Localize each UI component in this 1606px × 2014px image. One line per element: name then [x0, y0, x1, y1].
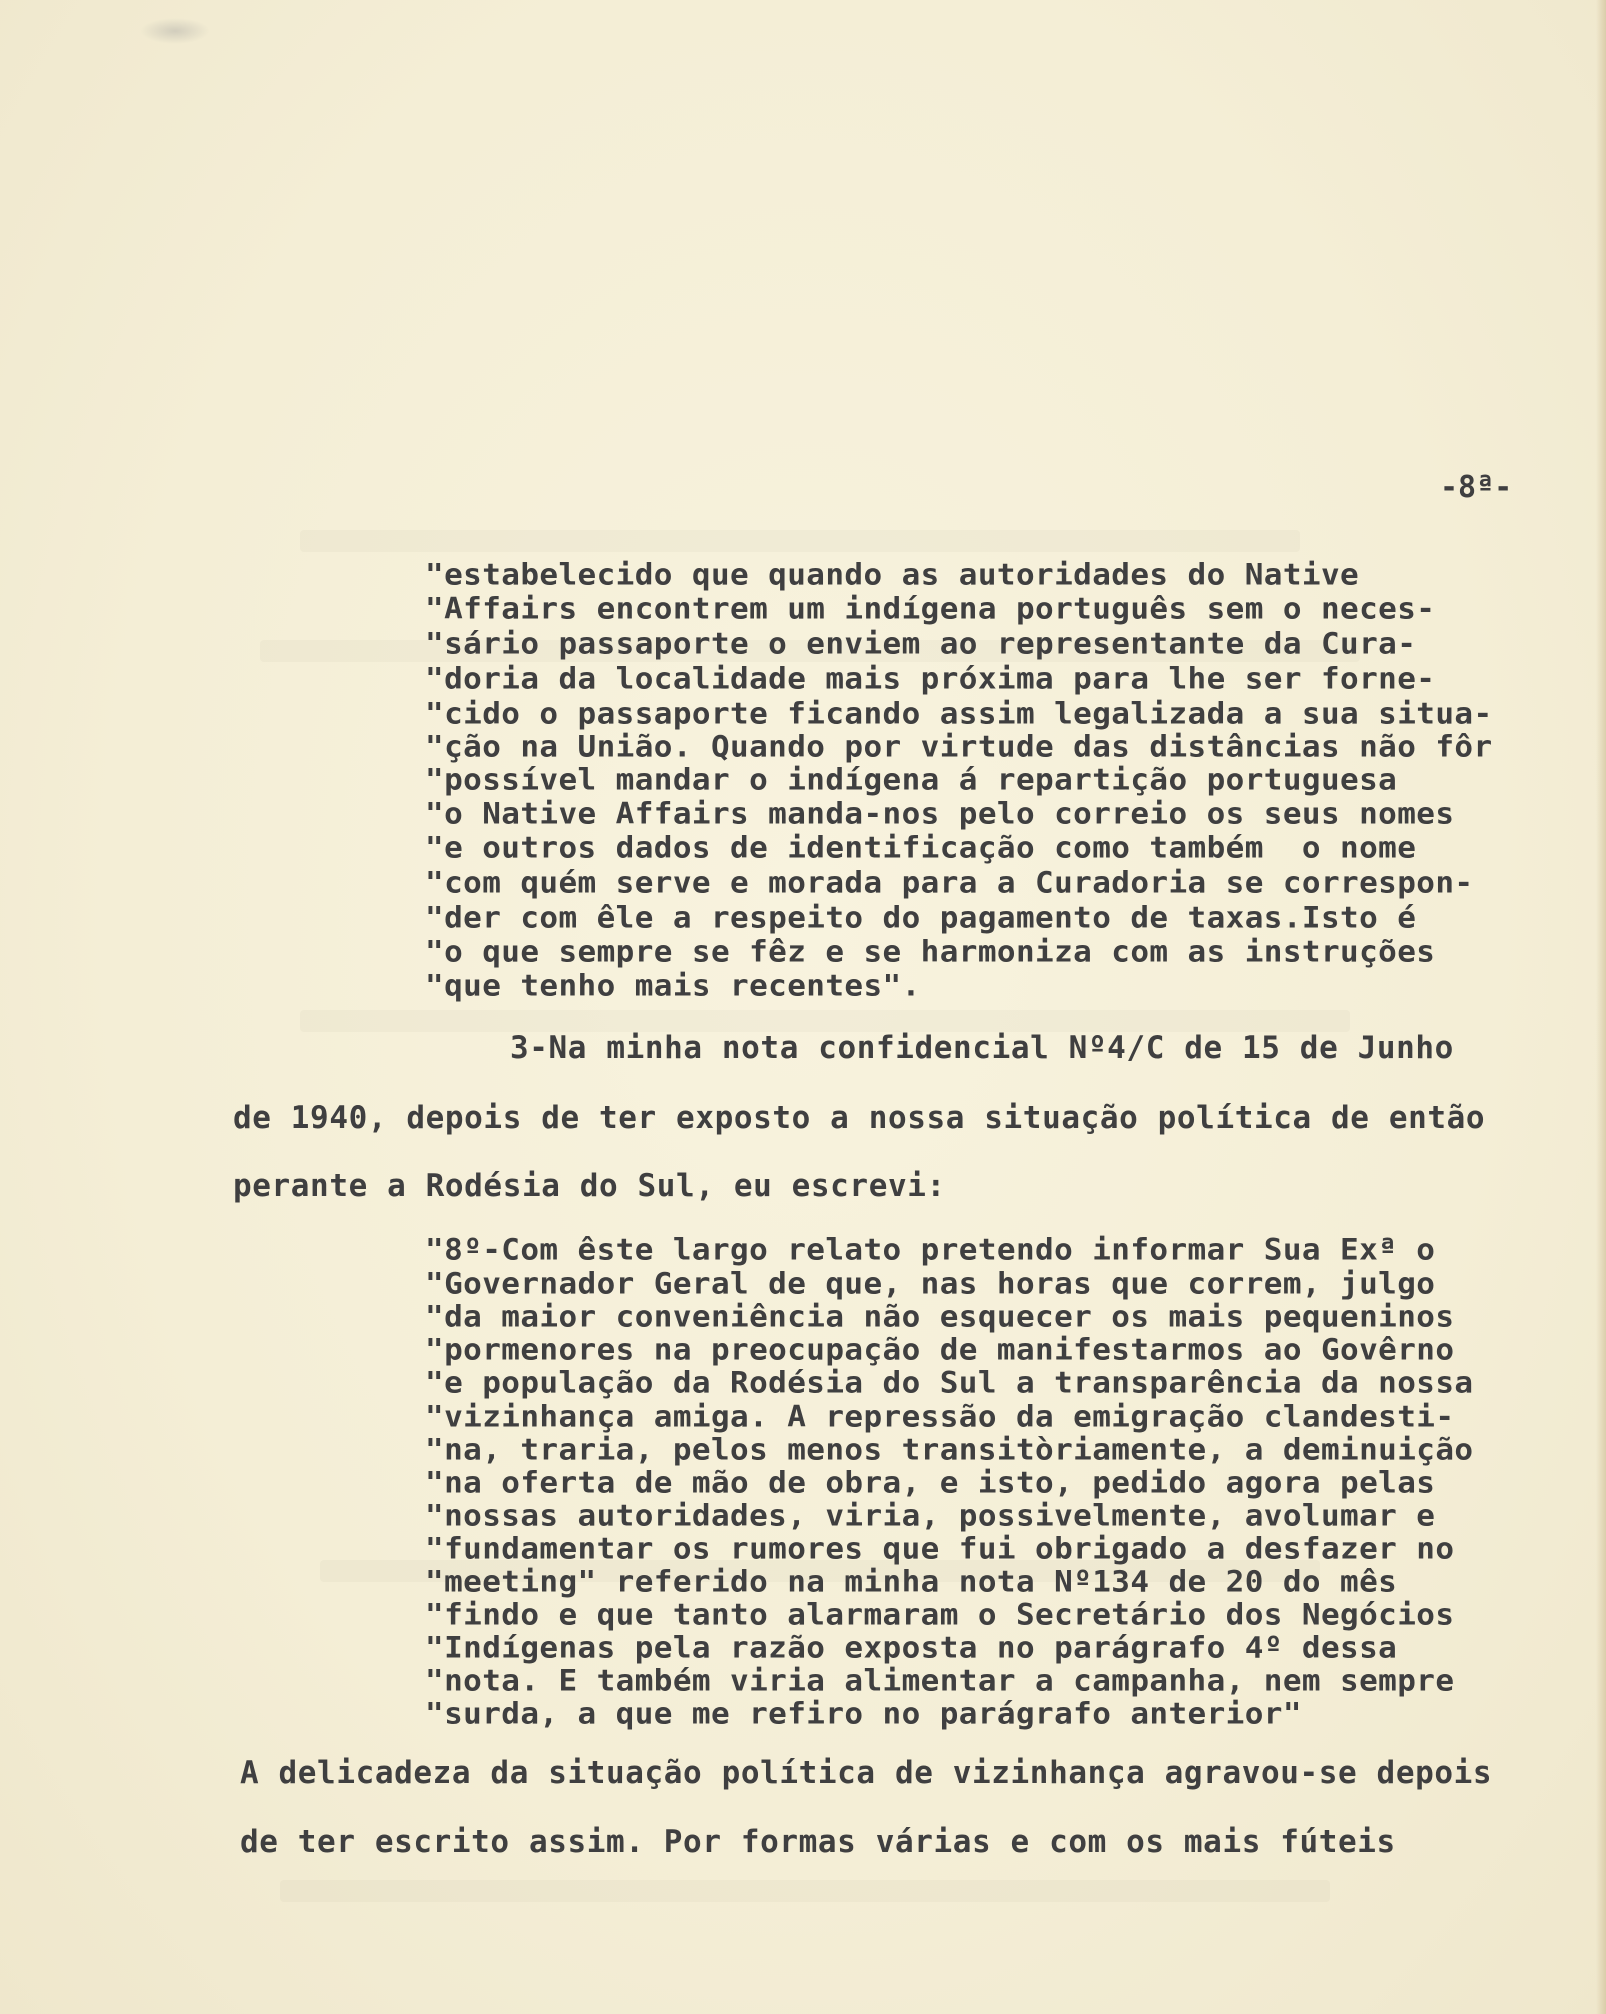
quote-line: "8º-Com êste largo relato pretendo informar Sua Exª o	[425, 1233, 1436, 1268]
quote-line: "nossas autoridades, viria, possivelmente, avolumar e	[425, 1499, 1436, 1534]
quote-line: "e população da Rodésia do Sul a transparência da nossa	[425, 1366, 1474, 1401]
quote-line: "pormenores na preocupação de manifestarmos ao Govêrno	[425, 1333, 1455, 1368]
paragraph-line: 3-Na minha nota confidencial Nº4/C de 15 de Junho	[510, 1030, 1454, 1066]
quote-line: "o que sempre se fêz e se harmoniza com as instruções	[425, 935, 1436, 970]
quote-line: "estabelecido que quando as autoridades do Native	[425, 558, 1360, 593]
quote-line: "surda, a que me refiro no parágrafo anterior"	[425, 1697, 1302, 1732]
quote-line: "findo e que tanto alarmaram o Secretário dos Negócios	[425, 1598, 1455, 1633]
quote-line: "o Native Affairs manda-nos pelo correio os seus nomes	[425, 797, 1455, 832]
quote-line: "vizinhança amiga. A repressão da emigração clandesti-	[425, 1400, 1455, 1435]
paragraph-line: A delicadeza da situação política de vizinhança agravou-se depois	[240, 1755, 1493, 1791]
page-number: -8ª-	[1440, 470, 1513, 505]
paragraph-line: perante a Rodésia do Sul, eu escrevi:	[233, 1168, 946, 1204]
quote-line: "nota. E também viria alimentar a campanha, nem sempre	[425, 1664, 1455, 1699]
show-through-mark	[300, 530, 1300, 552]
quote-line: "meeting" referido na minha nota Nº134 de 20 do mês	[425, 1565, 1398, 1600]
paragraph-line: de 1940, depois de ter exposto a nossa situação política de então	[233, 1100, 1486, 1136]
quote-line: "que tenho mais recentes".	[425, 969, 921, 1004]
quote-line: "Affairs encontrem um indígena português sem o neces-	[425, 592, 1436, 627]
quote-line: "e outros dados de identificação como também o nome	[425, 831, 1417, 866]
quote-line: "na oferta de mão de obra, e isto, pedido agora pelas	[425, 1466, 1436, 1501]
quote-line: "Indígenas pela razão exposta no parágrafo 4º dessa	[425, 1631, 1398, 1666]
quote-line: "com quém serve e morada para a Curadoria se correspon-	[425, 866, 1474, 901]
quote-line: "possível mandar o indígena á repartição portuguesa	[425, 763, 1398, 798]
quote-line: "na, traria, pelos menos transitòriamente, a deminuição	[425, 1433, 1474, 1468]
quote-line: "da maior conveniência não esquecer os mais pequeninos	[425, 1300, 1455, 1335]
quote-line: "Governador Geral de que, nas horas que correm, julgo	[425, 1267, 1436, 1302]
show-through-mark	[300, 1010, 1350, 1032]
paper-stain	[140, 18, 210, 44]
quote-line: "der com êle a respeito do pagamento de taxas.Isto é	[425, 901, 1417, 936]
paper-edge	[1596, 0, 1606, 2014]
quote-line: "fundamentar os rumores que fui obrigado a desfazer no	[425, 1532, 1455, 1567]
quote-line: "cido o passaporte ficando assim legalizada a sua situa-	[425, 697, 1493, 732]
paragraph-line: de ter escrito assim. Por formas várias e com os mais fúteis	[240, 1824, 1396, 1860]
show-through-mark	[280, 1880, 1330, 1902]
quote-line: "ção na União. Quando por virtude das distâncias não fôr	[425, 730, 1493, 765]
quote-line: "sário passaporte o enviem ao representante da Cura-	[425, 627, 1417, 662]
quote-line: "doria da localidade mais próxima para lhe ser forne-	[425, 662, 1436, 697]
